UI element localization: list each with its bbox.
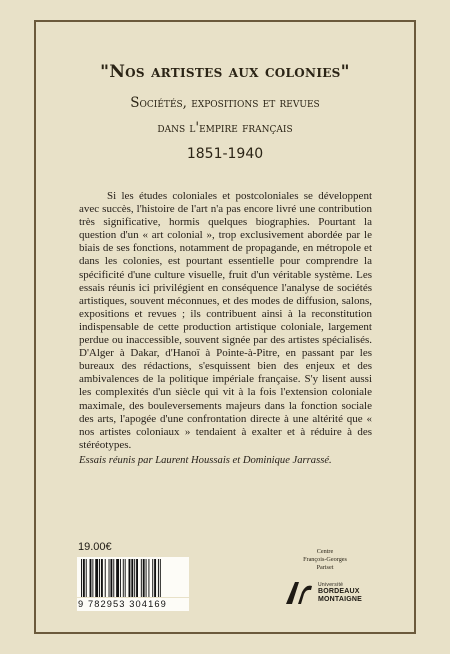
date-range: 1851-1940 bbox=[186, 146, 264, 162]
logo-line-2: BORDEAUX bbox=[318, 588, 360, 595]
centre-line-3: Pariset bbox=[316, 564, 334, 571]
editors-credit: Essais réunis par Laurent Houssais et Dominique Jarrassé. bbox=[79, 455, 332, 466]
logo-line-1: Université bbox=[318, 582, 344, 588]
subtitle-line-2: dans l'empire français bbox=[157, 120, 293, 136]
centre-line-2: François-Georges bbox=[303, 556, 347, 563]
blurb bbox=[79, 190, 372, 452]
barcode bbox=[77, 557, 189, 597]
blurb-paragraph: Si les études coloniales et postcoloniales se développent avec succès, l'histoire de l'art n'a pas encore livré une contribution très significative, hormis quelques biographies. Pourtant la question d'un « art colonial », trop exclusivement abordée par le biais de ses fonctions, notamment de propagande, en métropole et dans les colonies, est pourtant essentielle pour comprendre la spécificité d'une culture visuelle, fruit d'un véritable système. Les essais réunis ici privilégient en conséquence l'analyse de sociétés artistiques, souvent méconnues, et des modes de diffusion, salons, expositions et revues ; ils contribuent ainsi à la reconstitution indispensable de cette production artistique coloniale, largement perdue ou inaccessible, souvent signée par des artistes spécialisés. D'Alger à Dakar, d'Hanoï à Pointe-à-Pitre, en passant par les bureaux des rédactions, s'esquissent bien des enjeux et des ambivalences de la politique impériale française. S'y lisent aussi les complexités d'un siècle qui vit à la fois l'extension coloniale maximale, des bouleversements majeurs dans la fonction sociale des arts, l'apogée d'une confrontation directe à une altérité que « nos artistes coloniaux » tendaient à exalter et à réduire à des stéréotypes. bbox=[79, 190, 372, 451]
centre-credit bbox=[290, 548, 360, 572]
university-logo-text bbox=[318, 582, 378, 604]
isbn-number: 9 782953 304169 bbox=[77, 598, 189, 611]
subtitle-line-1: Sociétés, expositions et revues bbox=[130, 95, 320, 111]
university-logo-icon bbox=[284, 580, 314, 606]
book-title: "Nos artistes aux colonies" bbox=[100, 62, 350, 82]
centre-line-1: Centre bbox=[316, 548, 334, 555]
barcode-bars bbox=[77, 557, 189, 597]
price-label: 19.00€ bbox=[78, 541, 112, 553]
logo-line-3: MONTAIGNE bbox=[318, 596, 363, 603]
